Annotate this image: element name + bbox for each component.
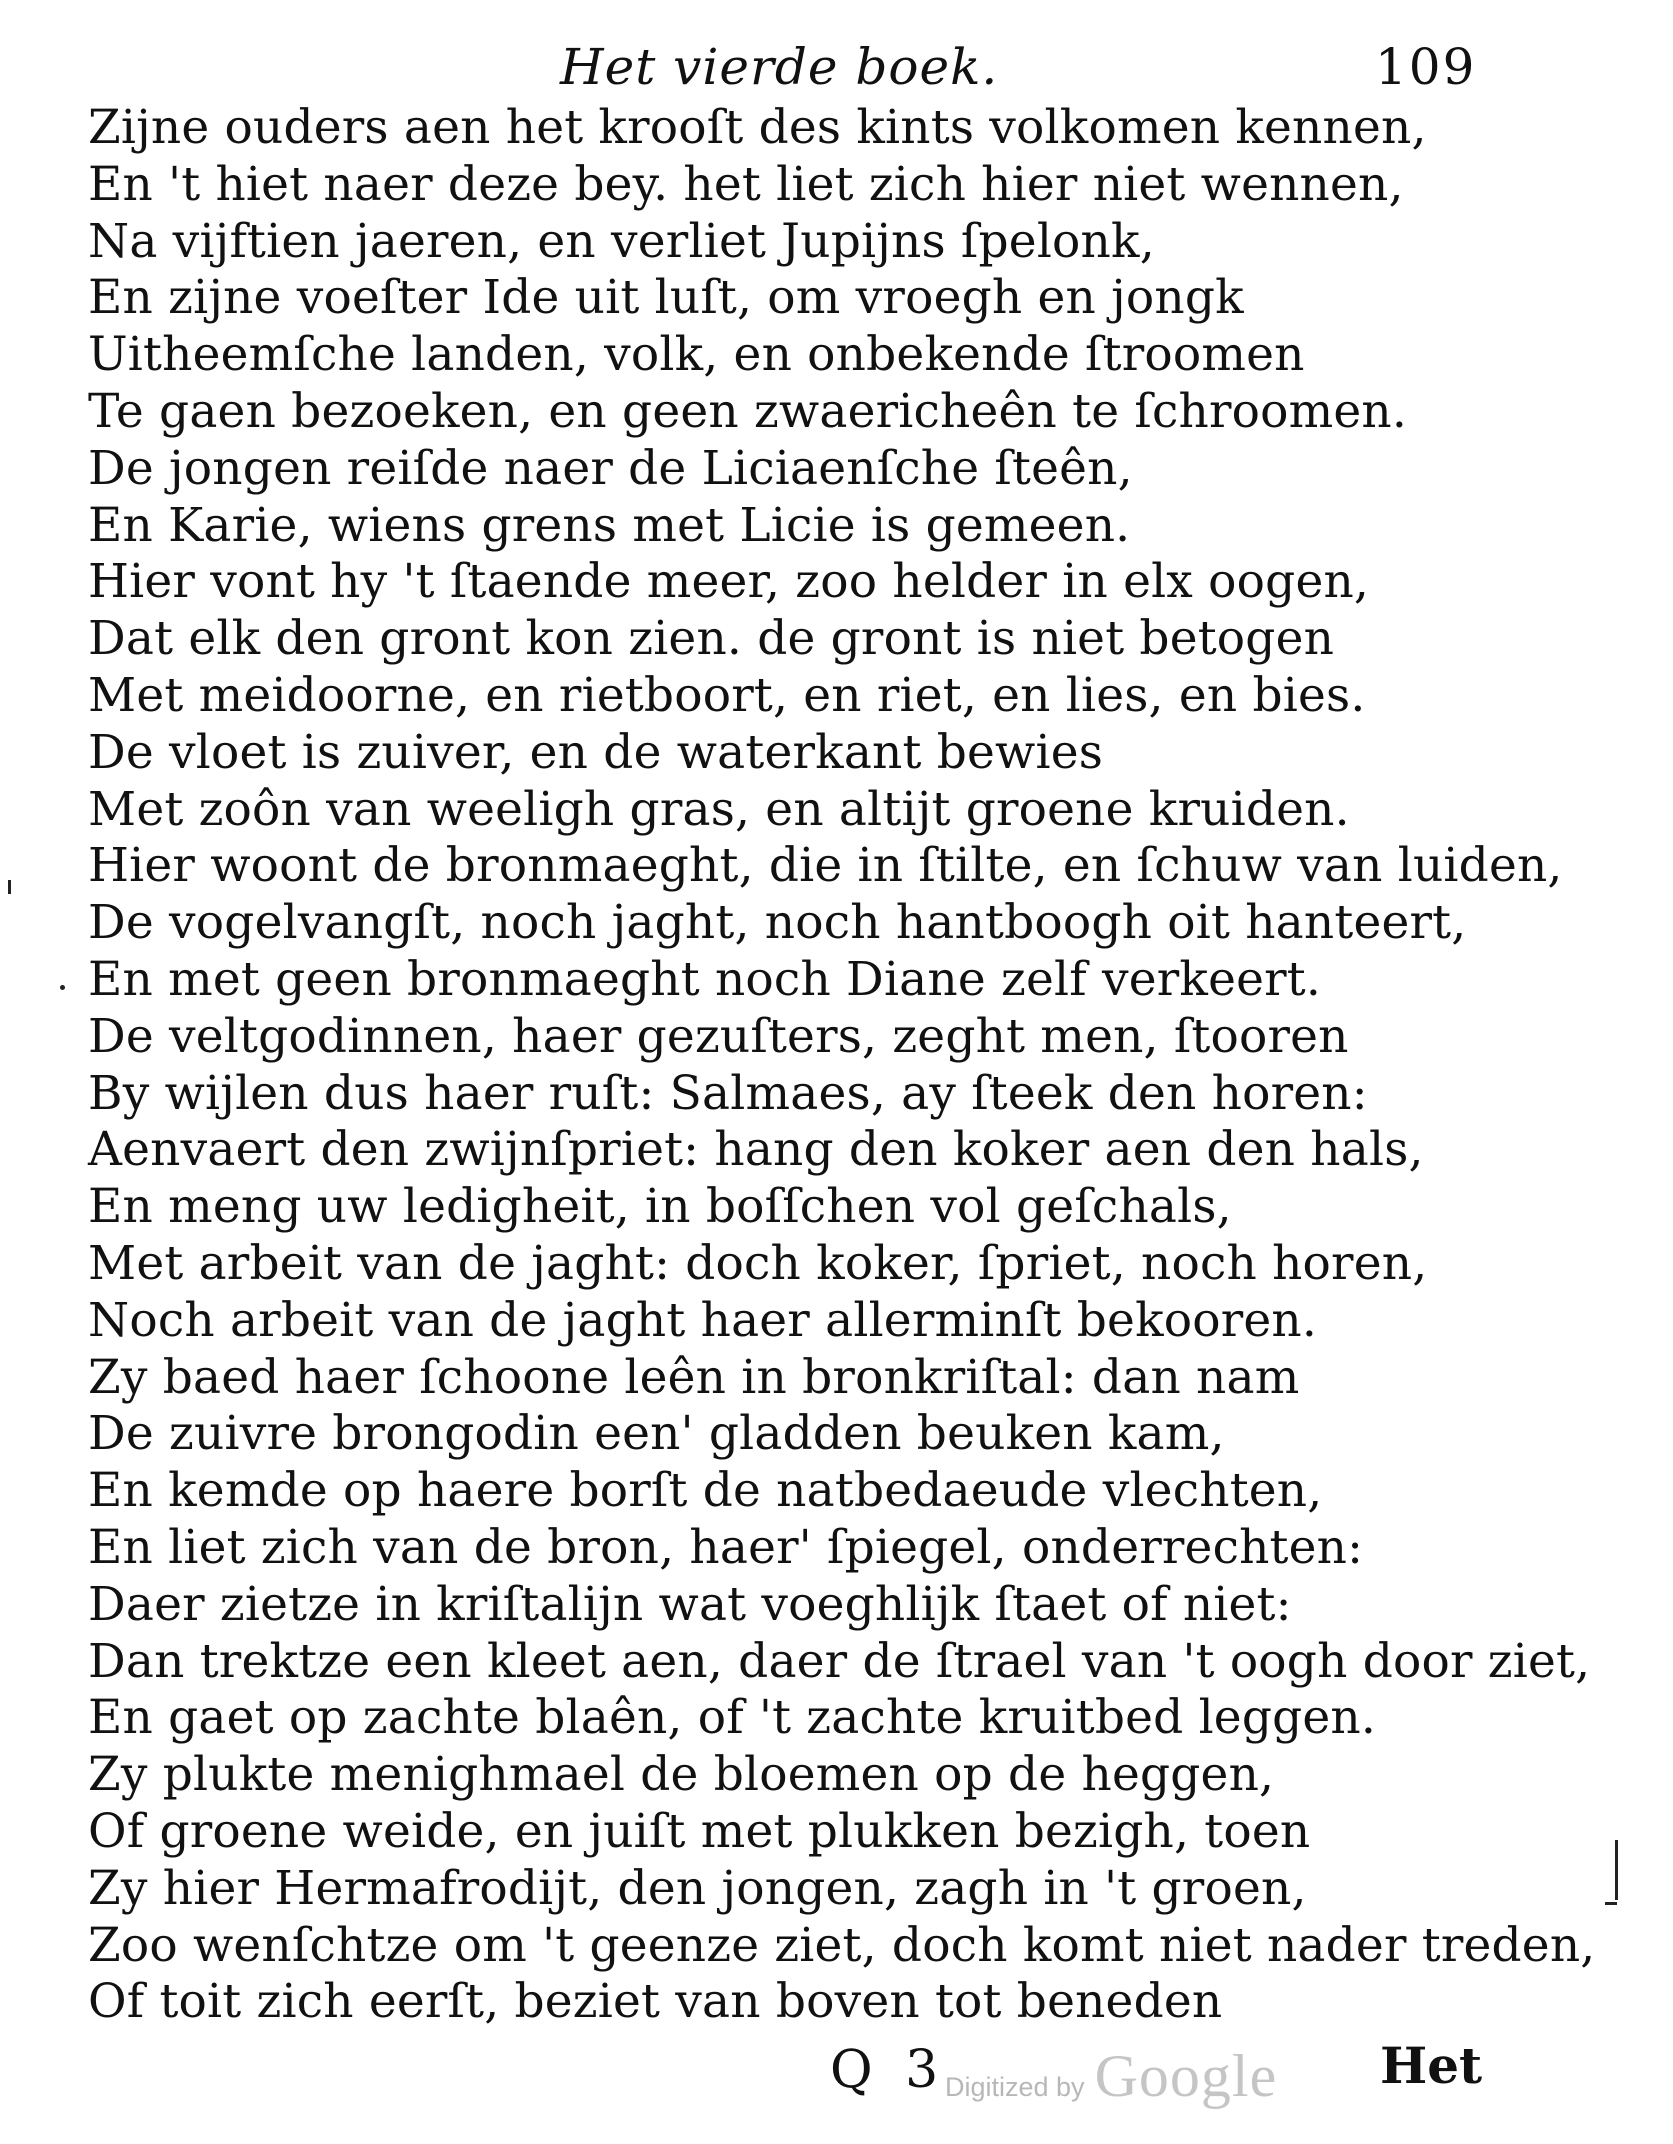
- verse-line: Zijne ouders aen het krooſt des kints volkomen kennen,: [88, 100, 1427, 155]
- verse-line: En gaet op zachte blaên, of 't zachte kruitbed leggen.: [88, 1690, 1377, 1746]
- verse-line: Hier vont hy 't ſtaende meer, zoo helder in elx oogen,: [88, 554, 1370, 610]
- verse-line: En liet zich van de bron, haer' ſpiegel, onderrechten:: [88, 1519, 1364, 1575]
- catchword: Het: [1380, 2036, 1483, 2095]
- verse-line: Met zoôn van weeligh gras, en altijt groene kruiden.: [88, 781, 1350, 837]
- verse-line: En zijne voeſter Ide uit luſt, om vroegh en jongk: [88, 270, 1244, 326]
- verse-line: Uitheemſche landen, volk, en onbekende ſtroomen: [88, 327, 1305, 383]
- verse-line: En meng uw ledigheit, in boſſchen vol geſchals,: [88, 1179, 1232, 1235]
- page-number: 109: [1375, 38, 1477, 96]
- verse-line: En kemde op haere borſt de natbedaeude vlechten,: [88, 1463, 1323, 1519]
- verse-line: De zuivre brongodin een' gladden beuken kam,: [88, 1406, 1225, 1462]
- verse-line: Met meidoorne, en rietboort, en riet, en lies, en bies.: [88, 667, 1366, 723]
- verse-line: Dan trektze een kleet aen, daer de ſtrael van 't oogh door ziet,: [88, 1633, 1591, 1689]
- verse-line: Zy baed haer ſchoone leên in bronkriſtal: dan nam: [88, 1349, 1300, 1405]
- verse-line: Of toit zich eerſt, beziet van boven tot beneden: [88, 1974, 1223, 2030]
- verse-line: En 't hiet naer deze bey. het liet zich hier niet wennen,: [88, 156, 1404, 212]
- right-margin-mark: [1615, 1840, 1618, 1900]
- verse-line: Of groene weide, en juiſt met plukken bezigh, toen: [88, 1803, 1311, 1859]
- verse-text: [88, 100, 1596, 2031]
- verse-line: Daer zietze in kriſtalijn wat voeghlijk ſtaet of niet:: [88, 1576, 1292, 1632]
- google-logo: Google: [1094, 2043, 1278, 2109]
- verse-line: En Karie, wiens grens met Licie is gemeen.: [88, 497, 1131, 553]
- verse-line: De vloet is zuiver, en de waterkant bewies: [88, 724, 1104, 780]
- verse-line: Na vijftien jaeren, en verliet Jupijns ſpelonk,: [88, 213, 1155, 269]
- signature-mark: Q 3: [830, 2040, 947, 2100]
- verse-line: Zy plukte menighmael de bloemen op de heggen,: [88, 1747, 1275, 1803]
- verse-line: By wijlen dus haer ruſt: Salmaes, ay ſteek den horen:: [88, 1065, 1368, 1121]
- left-margin-mark: [8, 880, 11, 894]
- running-title: Het vierde boek.: [560, 38, 999, 96]
- right-margin-mark-2: [1605, 1902, 1617, 1905]
- verse-line: Noch arbeit van de jaght haer allerminſt bekooren.: [88, 1292, 1318, 1348]
- verse-line: Te gaen bezoeken, en geen zwaericheên te ſchroomen.: [88, 383, 1407, 439]
- verse-line: Zy hier Hermafrodijt, den jongen, zagh in 't groen,: [88, 1860, 1307, 1916]
- verse-line: Met arbeit van de jaght: doch koker, ſpriet, noch horen,: [88, 1235, 1428, 1291]
- verse-line: De jongen reiſde naer de Liciaenſche ſteên,: [88, 440, 1133, 496]
- digitized-watermark: [945, 2042, 1277, 2111]
- verse-line: Zoo wenſchtze om 't geenze ziet, doch komt niet nader treden,: [88, 1917, 1596, 1973]
- left-margin-dot: [60, 985, 65, 990]
- digitized-by-label: Digitized by: [945, 2072, 1085, 2102]
- verse-line: De veltgodinnen, haer gezuſters, zeght men, ſtooren: [88, 1008, 1349, 1064]
- verse-line: De vogelvangſt, noch jaght, noch hantboogh oit hanteert,: [88, 895, 1467, 951]
- verse-line: Hier woont de bronmaeght, die in ſtilte, en ſchuw van luiden,: [88, 838, 1563, 894]
- verse-line: En met geen bronmaeght noch Diane zelf verkeert.: [88, 951, 1321, 1007]
- verse-line: Dat elk den gront kon zien. de gront is niet betogen: [88, 611, 1335, 667]
- verse-line: Aenvaert den zwijnſpriet: hang den koker aen den hals,: [88, 1122, 1424, 1178]
